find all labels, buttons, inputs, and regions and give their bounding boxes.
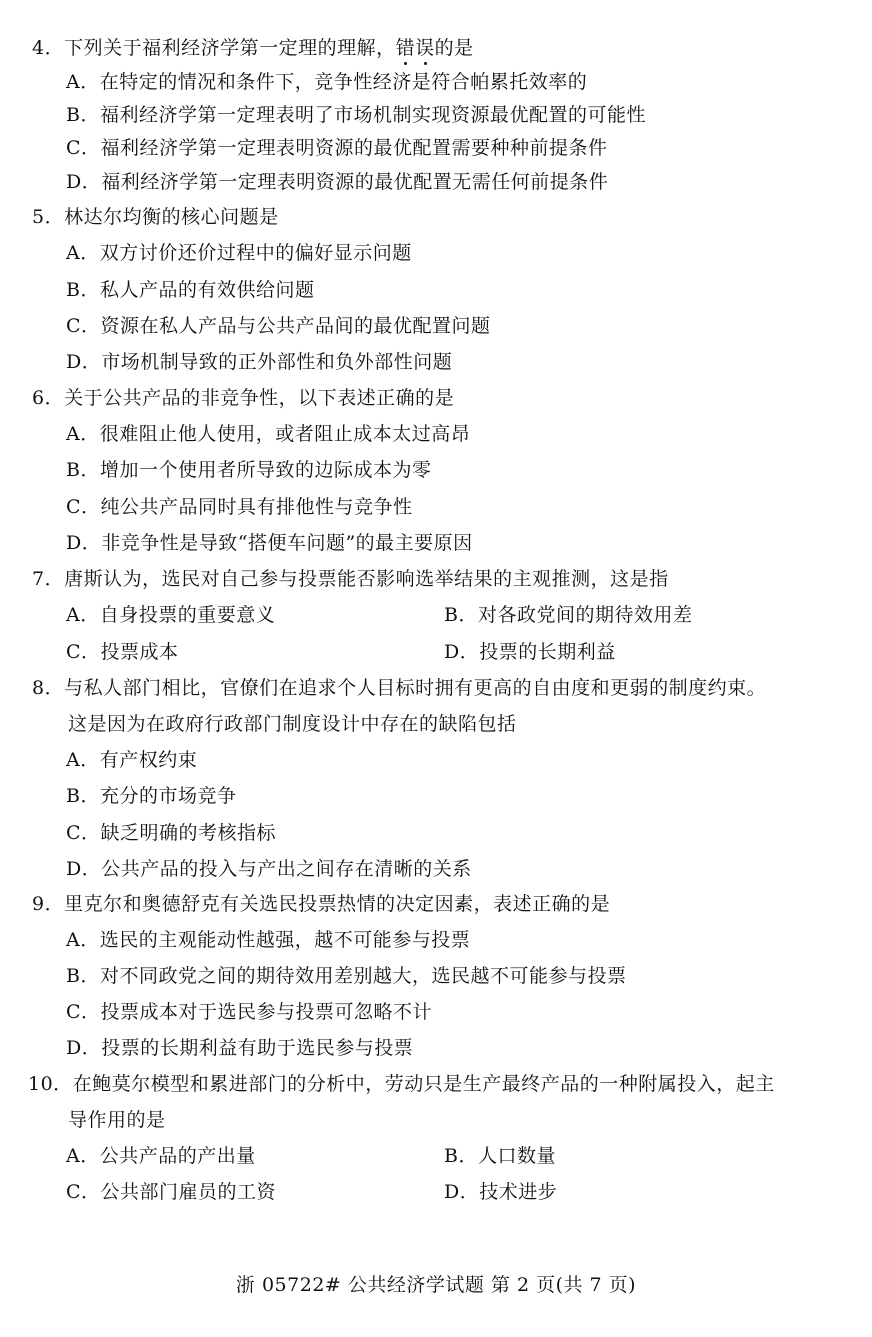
option: C．缺乏明确的考核指标 <box>66 822 277 844</box>
question-10-stem: 10．在鲍莫尔模型和累进部门的分析中，劳动只是生产最终产品的一种附属投入，起主 <box>28 1073 775 1095</box>
option: D．福利经济学第一定理表明资源的最优配置无需任何前提条件 <box>66 171 609 193</box>
question-5-stem: 5．林达尔均衡的核心问题是 <box>32 206 279 228</box>
question-8-stem: 8．与私人部门相比，官僚们在追求个人目标时拥有更高的自由度和更弱的制度约束。 <box>32 677 767 699</box>
option: C．纯公共产品同时具有排他性与竞争性 <box>66 496 413 518</box>
option: B．增加一个使用者所导致的边际成本为零 <box>66 459 432 481</box>
question-4-stem: 4．下列关于福利经济学第一定理的理解，错误 的是 <box>32 35 474 61</box>
option: B．私人产品的有效供给问题 <box>66 279 315 301</box>
page-footer: 浙 05722# 公共经济学试题 第 2 页(共 7 页) <box>235 1274 637 1296</box>
option: C．资源在私人产品与公共产品间的最优配置问题 <box>66 315 491 337</box>
option: C．投票成本 <box>66 641 179 663</box>
question-number: 4． <box>32 37 65 59</box>
option: D．非竞争性是导致“搭便车问题”的最主要原因 <box>66 532 473 554</box>
question-6-stem: 6．关于公共产品的非竞争性，以下表述正确的是 <box>32 387 455 409</box>
option: C．公共部门雇员的工资 <box>66 1181 277 1203</box>
option: A．有产权约束 <box>66 749 198 771</box>
option: B．人口数量 <box>444 1145 556 1167</box>
option: C．投票成本对于选民参与投票可忽略不计 <box>66 1001 433 1023</box>
option: B．对不同政党之间的期待效用差别越大，选民越不可能参与投票 <box>66 965 627 987</box>
option: A．很难阻止他人使用，或者阻止成本太过高昂 <box>66 423 471 445</box>
option: A．在特定的情况和条件下，竞争性经济是符合帕累托效率的 <box>66 71 588 93</box>
question-8-stem-cont: 这是因为在政府行政部门制度设计中存在的缺陷包括 <box>68 713 517 735</box>
option: D．市场机制导致的正外部性和负外部性问题 <box>66 351 453 373</box>
option: D．公共产品的投入与产出之间存在清晰的关系 <box>66 858 472 880</box>
option: A．选民的主观能动性越强，越不可能参与投票 <box>66 929 471 951</box>
question-7-stem: 7．唐斯认为，选民对自己参与投票能否影响选举结果的主观推测，这是指 <box>32 568 669 590</box>
question-10-stem-cont: 导作用的是 <box>68 1109 166 1131</box>
question-9-stem: 9．里克尔和奥德舒克有关选民投票热情的决定因素，表述正确的是 <box>32 893 611 915</box>
option: A．自身投票的重要意义 <box>66 604 276 626</box>
option: A．双方讨价还价过程中的偏好显示问题 <box>66 242 412 264</box>
option: B．福利经济学第一定理表明了市场机制实现资源最优配置的可能性 <box>66 104 646 126</box>
option: A．公共产品的产出量 <box>66 1145 256 1167</box>
option: D．投票的长期利益 <box>444 641 616 663</box>
option: B．对各政党间的期待效用差 <box>444 604 693 626</box>
option: C．福利经济学第一定理表明资源的最优配置需要种种前提条件 <box>66 137 608 159</box>
option: D．投票的长期利益有助于选民参与投票 <box>66 1037 414 1059</box>
option: B．充分的市场竞争 <box>66 785 237 807</box>
emphasis-mark: 错误 <box>396 37 435 59</box>
option: D．技术进步 <box>444 1181 558 1203</box>
